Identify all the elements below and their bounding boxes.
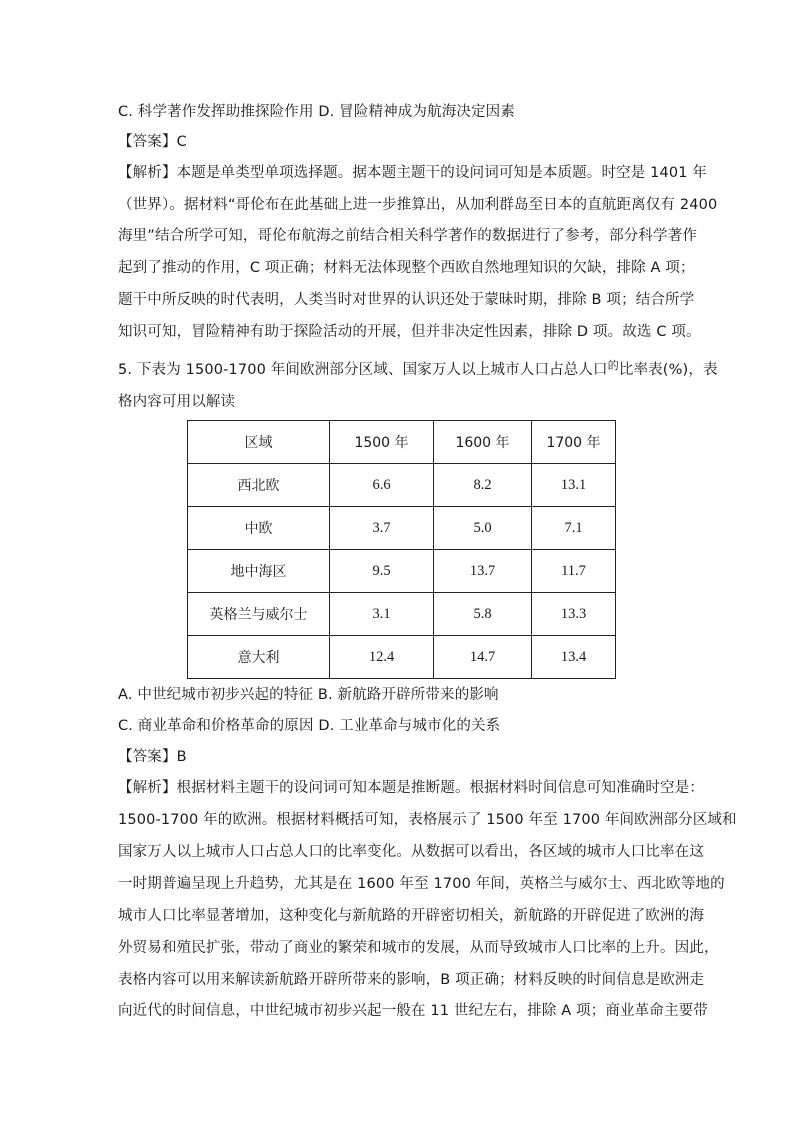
region-cell: 意大利 xyxy=(188,636,330,679)
table-row xyxy=(188,507,616,550)
q5-analysis-line-7: 表格内容可以用来解读新航路开辟所带来的影响，B 项正确；材料反映的时间信息是欧洲走 xyxy=(118,972,705,988)
table-row xyxy=(188,464,616,507)
value-cell: 8.2 xyxy=(434,464,532,507)
value-cell: 3.7 xyxy=(330,507,434,550)
value-cell: 13.4 xyxy=(532,636,616,679)
q4-options-cd: C. 科学著作发挥助推探险作用 D. 冒险精神成为航海决定因素 xyxy=(118,104,515,120)
value-cell: 13.3 xyxy=(532,593,616,636)
table-row xyxy=(188,593,616,636)
q5-stem-part-2: 比率表(%)，表 xyxy=(618,362,718,378)
header-cell: 1500 年 xyxy=(330,421,434,464)
table-row xyxy=(188,550,616,593)
value-cell: 3.1 xyxy=(330,593,434,636)
q4-analysis-line-4: 起到了推动的作用，C 项正确；材料无法体现整个西欧自然地理知识的欠缺，排除 A 项； xyxy=(118,260,695,276)
region-cell: 中欧 xyxy=(188,507,330,550)
region-cell: 西北欧 xyxy=(188,464,330,507)
q5-options-cd: C. 商业革命和价格革命的原因 D. 工业革命与城市化的关系 xyxy=(118,718,501,734)
q4-analysis-line-3: 海里”结合所学可知，哥伦布航海之前结合相关科学著作的数据进行了参考，部分科学著作 xyxy=(118,228,698,244)
q5-analysis-line-6: 外贸易和殖民扩张，带动了商业的繁荣和城市的发展，从而导致城市人口比率的上升。因此， xyxy=(118,940,719,956)
q5-analysis-line-5: 城市人口比率显著增加，这种变化与新航路的开辟密切相关，新航路的开辟促进了欧洲的海 xyxy=(118,908,704,924)
value-cell: 13.1 xyxy=(532,464,616,507)
value-cell: 7.1 xyxy=(532,507,616,550)
header-cell: 区域 xyxy=(188,421,330,464)
value-cell: 5.8 xyxy=(434,593,532,636)
table-row xyxy=(188,636,616,679)
value-cell: 14.7 xyxy=(434,636,532,679)
region-cell: 地中海区 xyxy=(188,550,330,593)
value-cell: 5.0 xyxy=(434,507,532,550)
q5-analysis-line-3: 国家万人以上城市人口占总人口的比率变化。从数据可以看出，各区域的城市人口比率在这 xyxy=(118,844,704,860)
q5-options-ab: A. 中世纪城市初步兴起的特征 B. 新航路开辟所带来的影响 xyxy=(118,687,499,703)
q4-analysis-line-6: 知识可知，冒险精神有助于探险活动的开展，但并非决定性因素，排除 D 项。故选 C 项。 xyxy=(118,324,701,340)
value-cell: 13.7 xyxy=(434,550,532,593)
value-cell: 11.7 xyxy=(532,550,616,593)
table-header-row xyxy=(188,421,616,464)
q5-stem-part-1: 5. 下表为 1500-1700 年间欧洲部分区域、国家万人以上城市人口占总人口 xyxy=(118,362,608,378)
value-cell: 12.4 xyxy=(330,636,434,679)
q4-analysis-line-2: （世界）。据材料“哥伦布在此基础上进一步推算出，从加利群岛至日本的直航距离仅有 2400 xyxy=(118,197,718,213)
q5-analysis-line-1: 【解析】根据材料主题干的设问词可知本题是推断题。根据材料时间信息可知准确时空是： xyxy=(118,780,704,796)
q5-answer: 【答案】B xyxy=(118,749,187,765)
region-cell: 英格兰与威尔士 xyxy=(188,593,330,636)
q5-analysis-line-2: 1500-1700 年的欧洲。根据材料概括可知，表格展示了 1500 年至 1700 年间欧洲部分区域和 xyxy=(118,812,737,828)
q4-analysis-line-1: 【解析】本题是单类型单项选择题。据本题主题干的设问词可知是本质题。时空是 1401 年 xyxy=(118,165,708,181)
q4-answer: 【答案】C xyxy=(118,134,187,150)
population-ratio-table xyxy=(187,420,616,679)
q5-analysis-line-4: 一时期普遍呈现上升趋势，尤其是在 1600 年至 1700 年间，英格兰与威尔士、西北欧等地的 xyxy=(118,876,725,892)
q4-analysis-line-5: 题干中所反映的时代表明，人类当时对世界的认识还处于蒙昧时期，排除 B 项；结合所学 xyxy=(118,292,695,308)
q5-stem-de: 的 xyxy=(607,359,619,372)
value-cell: 6.6 xyxy=(330,464,434,507)
header-cell: 1600 年 xyxy=(434,421,532,464)
header-cell: 1700 年 xyxy=(532,421,616,464)
value-cell: 9.5 xyxy=(330,550,434,593)
q5-stem-line-2: 格内容可用以解读 xyxy=(118,394,236,410)
q5-stem-line-1 xyxy=(118,359,718,381)
q5-analysis-line-8: 向近代的时间信息，中世纪城市初步兴起一般在 11 世纪左右，排除 A 项；商业革命主要带 xyxy=(118,1003,708,1019)
